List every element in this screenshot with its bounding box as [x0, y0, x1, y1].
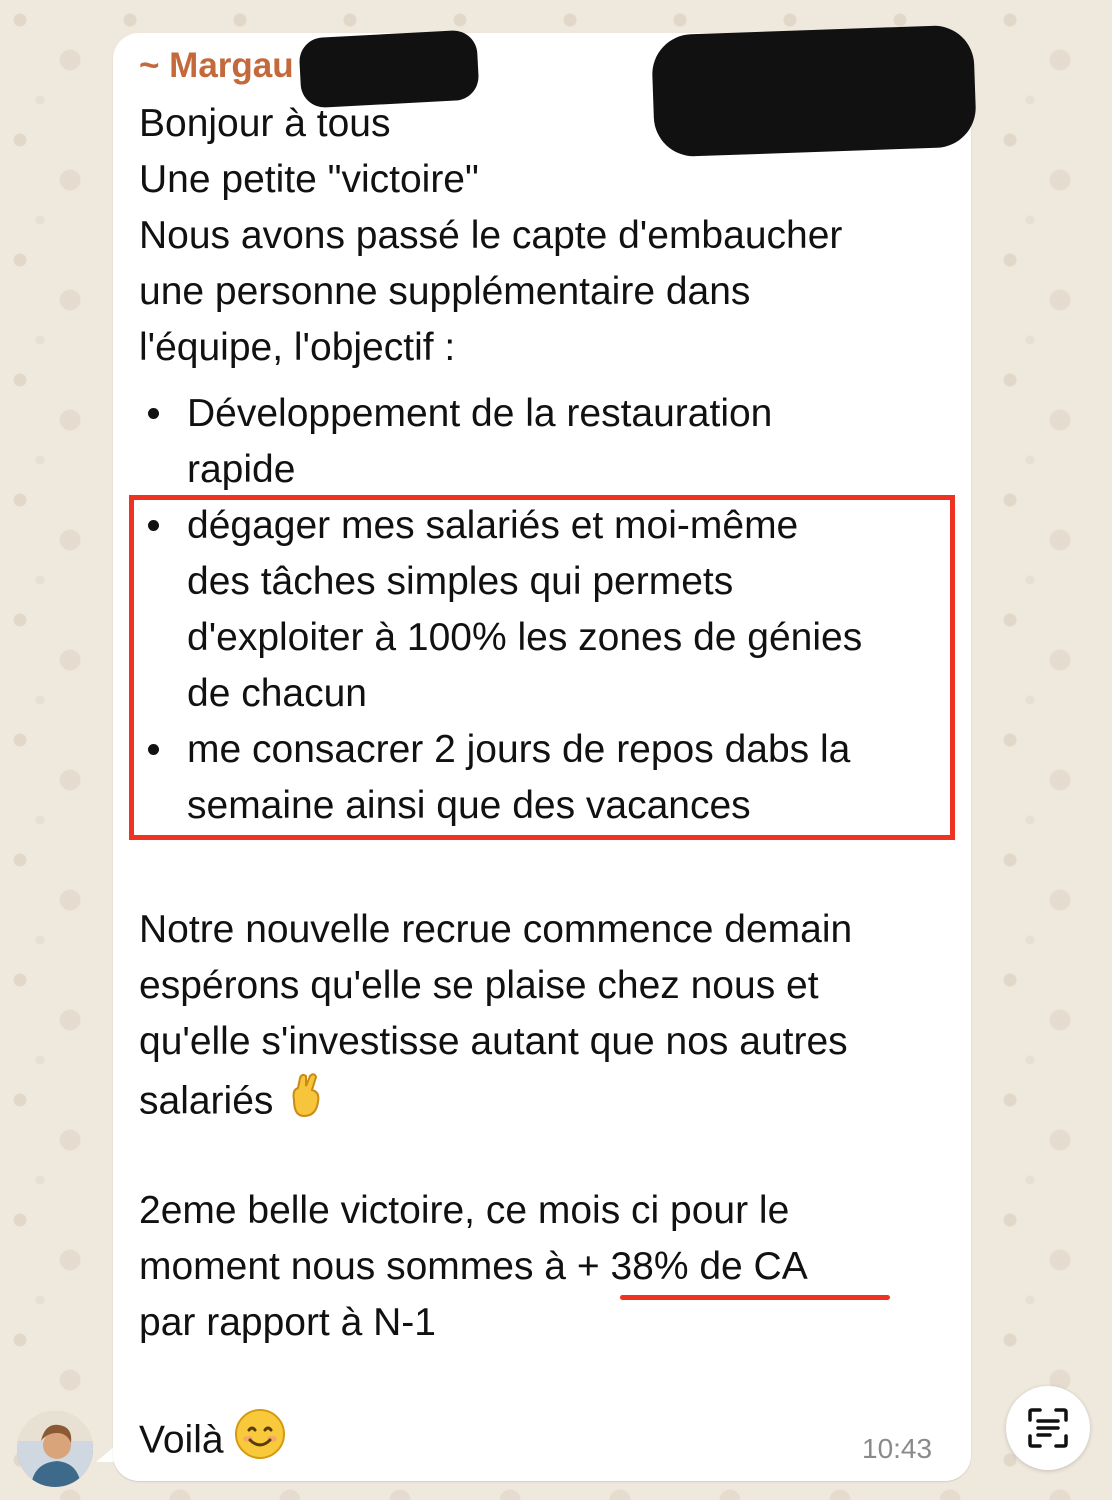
- message-line: salariés: [139, 1079, 274, 1123]
- message-line: Bonjour à tous: [139, 102, 391, 145]
- underline-mark: [620, 1295, 890, 1300]
- bullet-text: dégager mes salariés et moi-même: [187, 504, 799, 547]
- message-line: moment nous sommes à + 38% de CA: [139, 1245, 808, 1288]
- message-line: l'équipe, l'objectif :: [139, 326, 456, 369]
- bullet-text: semaine ainsi que des vacances: [187, 784, 751, 827]
- message-line: par rapport à N-1: [139, 1301, 436, 1344]
- bullet-text: me consacrer 2 jours de repos dabs la: [187, 728, 851, 771]
- sender-name[interactable]: ~ Margau: [139, 46, 294, 85]
- message-line-with-emoji: [139, 1070, 328, 1136]
- message-line: Nous avons passé le capte d'embaucher: [139, 214, 843, 257]
- bullet-text: des tâches simples qui permets: [187, 560, 734, 603]
- redaction-mark: [651, 24, 977, 157]
- message-line: une personne supplémentaire dans: [139, 270, 751, 313]
- crossed-fingers-icon: [284, 1070, 328, 1136]
- scan-text-icon: [1006, 1386, 1090, 1470]
- message-line: 2eme belle victoire, ce mois ci pour le: [139, 1189, 790, 1232]
- avatar[interactable]: [17, 1411, 93, 1487]
- message-line: qu'elle s'investisse autant que nos autres: [139, 1020, 848, 1063]
- avatar-photo-icon: [17, 1411, 93, 1487]
- message-timestamp: 10:43: [862, 1433, 933, 1464]
- bullet-text: rapide: [187, 448, 296, 491]
- smiling-face-icon: [234, 1408, 286, 1476]
- bullet-text: d'exploiter à 100% les zones de génies: [187, 616, 863, 659]
- bullet-dot: [148, 408, 159, 419]
- bullet-text: de chacun: [187, 672, 367, 715]
- message-line: espérons qu'elle se plaise chez nous et: [139, 964, 819, 1007]
- highlight-box: [129, 495, 955, 840]
- message-line: Une petite "victoire": [139, 158, 479, 201]
- message-line-with-emoji: [139, 1408, 286, 1476]
- closing-text: Voilà: [139, 1418, 224, 1462]
- message-line: Notre nouvelle recrue commence demain: [139, 908, 853, 951]
- bullet-text: Développement de la restauration: [187, 392, 773, 435]
- scan-text-button[interactable]: [1006, 1386, 1090, 1470]
